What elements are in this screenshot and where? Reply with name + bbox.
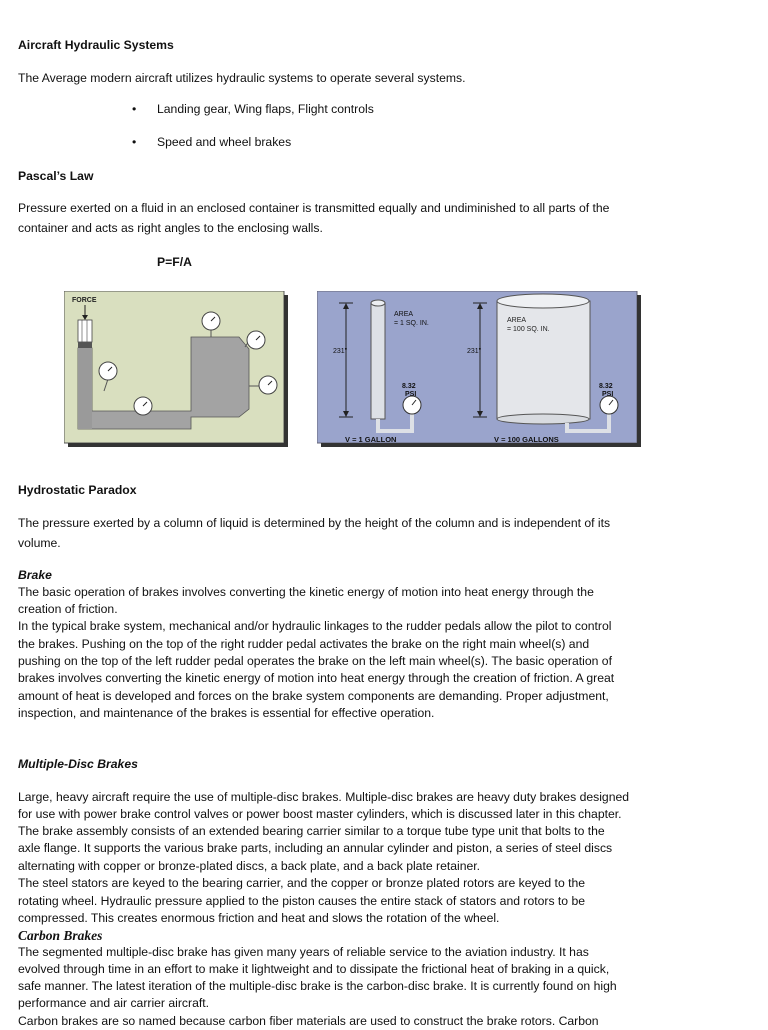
pascal-line: container and acts as right angles to the enclosing walls. [18, 221, 323, 235]
pascal-heading: Pascal’s Law [18, 169, 94, 183]
carbon-line: safe manner. The latest iteration of the multiple-disc brake is the carbon-disc brake. It is currently found on high [18, 979, 617, 993]
brake-line: In the typical brake system, mechanical and/or hydraulic linkages to the rudder pedals allow the pilot to control [18, 619, 612, 633]
pressure-gauge-icon [403, 396, 421, 414]
multidisc-line: alternating with copper or bronze-plated discs, a back plate, and a back plate retainer. [18, 859, 481, 873]
pascal-line: Pressure exerted on a fluid in an enclosed container is transmitted equally and undiminished to all parts of the [18, 201, 610, 215]
area-small-label: AREA [394, 311, 414, 318]
pascal-figure [64, 291, 288, 447]
bullet-marker: • [132, 135, 137, 149]
multidisc-line: The brake assembly consists of an extended bearing carrier similar to a torque tube type unit that bolts to the [18, 824, 605, 838]
bullet-item: Speed and wheel brakes [157, 135, 292, 149]
multidisc-line: rotating wheel. Hydraulic pressure applied to the piston causes the entire stack of stators and rotors to be [18, 894, 586, 908]
carbon-line: evolved through time in an effort to make it lightweight and to dissipate the frictional heat of braking in a quick, [18, 962, 610, 976]
document-title: Aircraft Hydraulic Systems [18, 38, 174, 52]
carbon-line: Carbon brakes are so named because carbon fiber materials are used to construct the brake rotors. Carbon [18, 1014, 599, 1028]
multidisc-line: axle flange. It supports the various brake parts, including an annular cylinder and piston, a series of steel discs [18, 841, 613, 855]
bullet-item: Landing gear, Wing flaps, Flight controls [157, 102, 374, 116]
area-small-value: = 1 SQ. IN. [394, 320, 429, 327]
hydrostatic-figure [317, 291, 641, 447]
brake-line: The basic operation of brakes involves converting the kinetic energy of motion into heat energy through the [18, 585, 594, 599]
height-label: 231" [333, 348, 348, 355]
carbon-heading: Carbon Brakes [18, 928, 103, 943]
multidisc-line: for use with power brake control valves or power boost master cylinders, which is discussed later in this chapter. [18, 807, 622, 821]
hydrostatic-line: volume. [18, 536, 61, 550]
brake-line: pushing on the top of the left rudder pedal operates the brake on the left main wheel(s). The basic operation of [18, 654, 612, 668]
psi-unit: PSI [405, 391, 417, 398]
pascal-formula: P=F/A [157, 255, 192, 269]
area-large-label: AREA [507, 317, 527, 324]
multidisc-line: Large, heavy aircraft require the use of multiple-disc brakes. Multiple-disc brakes are heavy duty brakes designed [18, 790, 630, 804]
bullet-marker: • [132, 102, 137, 116]
area-large-value: = 100 SQ. IN. [507, 326, 550, 333]
volume-large-label: V = 100 GALLONS [494, 435, 559, 444]
brake-heading: Brake [18, 568, 52, 582]
brake-line: the brakes. Pushing on the top of the right rudder pedal activates the brake on the right main wheel(s) and [18, 637, 590, 651]
force-label: FORCE [72, 297, 97, 304]
pressure-gauge-icon [600, 396, 618, 414]
intro-text: The Average modern aircraft utilizes hydraulic systems to operate several systems. [18, 71, 466, 85]
psi-unit: PSI [602, 391, 614, 398]
volume-small-label: V = 1 GALLON [345, 435, 397, 444]
brake-line: brakes involves converting the kinetic energy of motion into heat energy through the creation of friction. A great [18, 671, 615, 685]
carbon-line: performance and air carrier aircraft. [18, 996, 210, 1010]
carbon-line: The segmented multiple-disc brake has given many years of reliable service to the aviation industry. It has [18, 945, 589, 959]
brake-line: creation of friction. [18, 602, 118, 616]
multidisc-line: The steel stators are keyed to the bearing carrier, and the copper or bronze plated rotors are keyed to the [18, 876, 586, 890]
pressure-gauge-icon [134, 397, 152, 415]
brake-line: inspection, and maintenance of the brakes is essential for effective operation. [18, 706, 435, 720]
multidisc-line: compressed. This creates enormous friction and heat and slows the rotation of the wheel. [18, 911, 500, 925]
multidisc-heading: Multiple-Disc Brakes [18, 757, 138, 771]
hydrostatic-heading: Hydrostatic Paradox [18, 483, 137, 497]
height-label: 231" [467, 348, 482, 355]
brake-line: amount of heat is developed and forces on the brake system components are demanding. Proper adjustment, [18, 689, 609, 703]
hydrostatic-line: The pressure exerted by a column of liquid is determined by the height of the column and is independent of its [18, 516, 611, 530]
psi-value: 8.32 [599, 383, 613, 390]
psi-value: 8.32 [402, 383, 416, 390]
